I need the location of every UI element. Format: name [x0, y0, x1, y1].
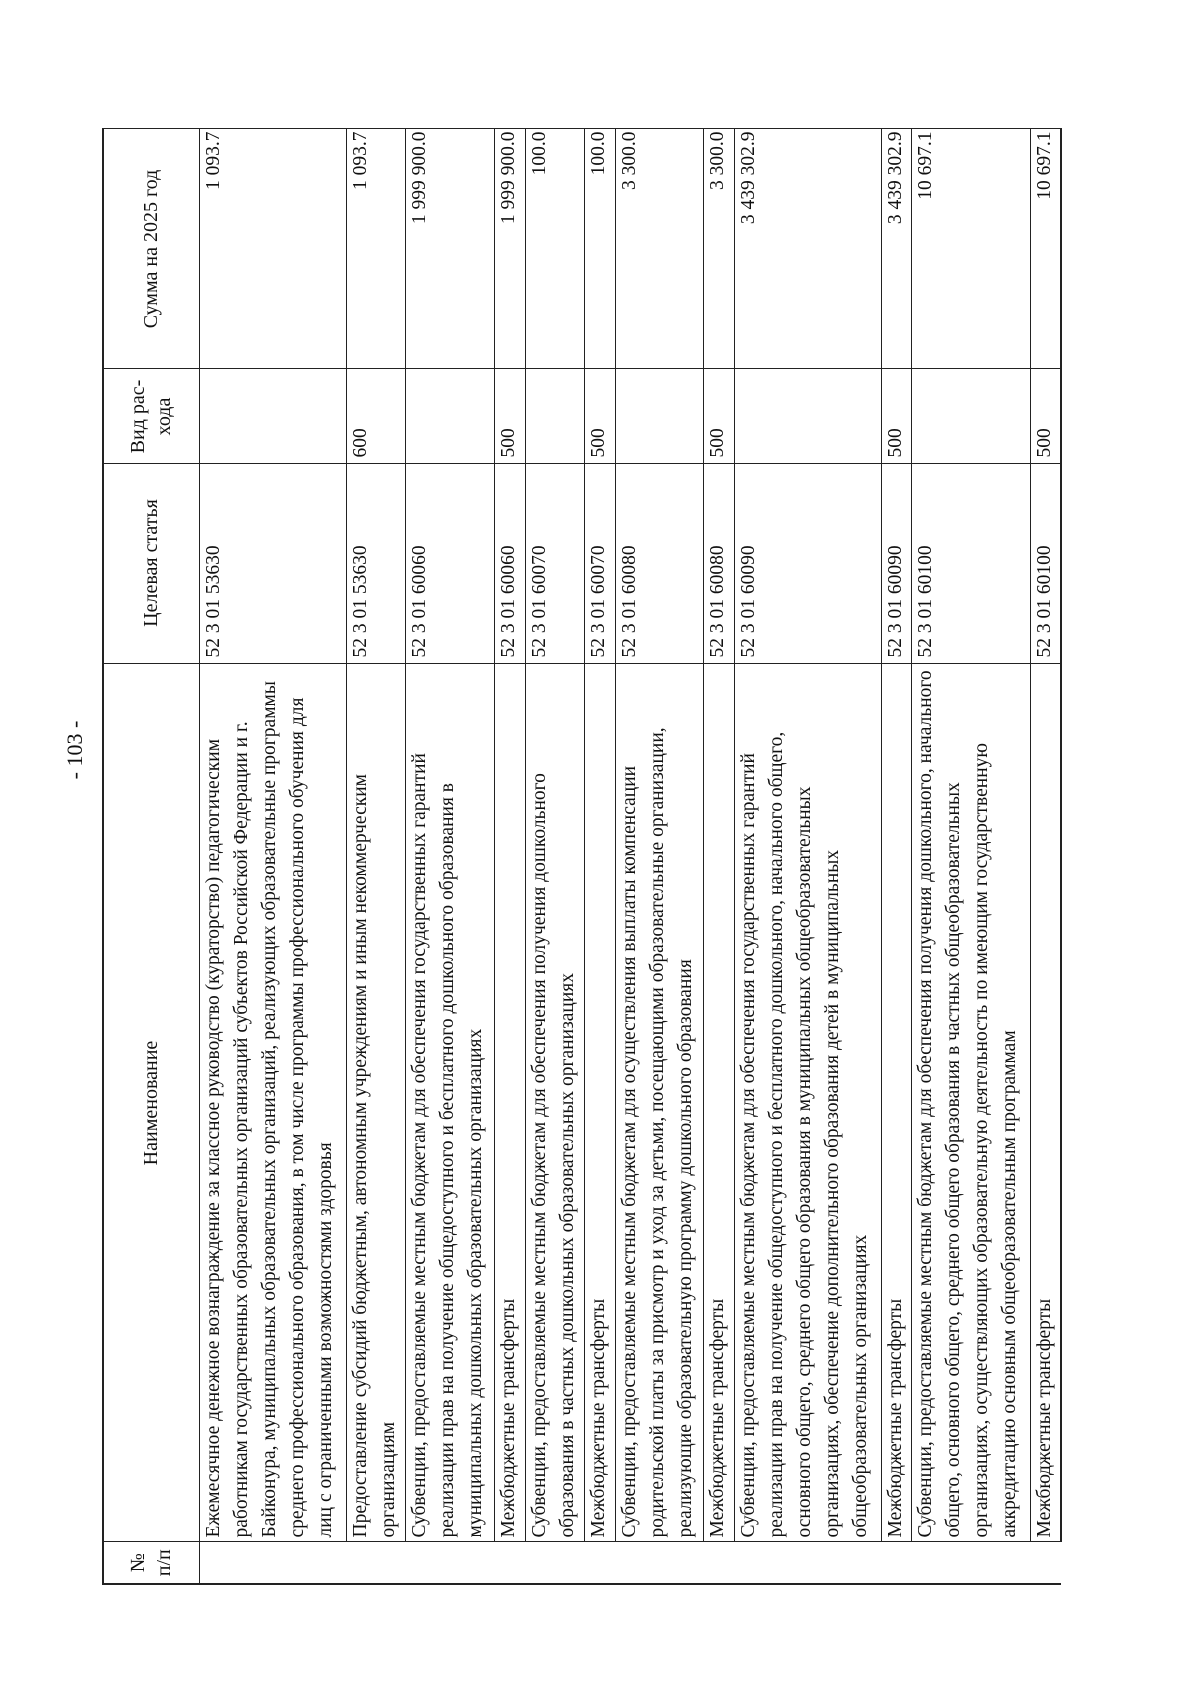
- page-number: - 103 -: [62, 720, 87, 780]
- row-target-article-cell: 52 3 01 53630: [346, 464, 406, 664]
- table-row: [1030, 129, 1061, 1584]
- row-expense-type-cell: [525, 369, 585, 464]
- rotated-table-container: [102, 130, 1062, 1585]
- row-name-cell: Межбюджетные трансферты: [585, 664, 615, 1542]
- row-sum-cell: 100.0: [585, 129, 615, 369]
- row-expense-type-cell: 500: [882, 369, 912, 464]
- row-target-article-cell: 52 3 01 60100: [912, 464, 1030, 664]
- row-number-cell: [495, 1542, 525, 1584]
- row-sum-cell: 1 999 900.0: [406, 129, 495, 369]
- row-number-cell: [704, 1542, 734, 1584]
- table-row: [199, 129, 346, 1584]
- row-sum-cell: 100.0: [525, 129, 585, 369]
- row-expense-type-cell: [406, 369, 495, 464]
- row-name-cell: Межбюджетные трансферты: [704, 664, 734, 1542]
- row-target-article-cell: 52 3 01 60100: [1030, 464, 1061, 664]
- row-name-cell: Предоставление субсидий бюджетным, автономным учреждениям и иным некоммерческим организациям: [346, 664, 406, 1542]
- row-name-cell: Ежемесячное денежное вознаграждение за классное руководство (кураторство) педагогическим работникам государственных образовательных организаций субъектов Российской Федерации и г. Байконура, муниципальных образовательных организаций, реализующих образовательные программы среднего профессионального образования, в том числе программы профессионального обучения для лиц с ограниченными возможностями здоровья: [199, 664, 346, 1542]
- row-name-cell: Субвенции, предоставляемые местным бюджетам для обеспечения получения дошкольного образования в частных дошкольных образовательных организациях: [525, 664, 585, 1542]
- row-target-article-cell: 52 3 01 53630: [199, 464, 346, 664]
- row-name-cell: Субвенции, предоставляемые местным бюджетам для обеспечения государственных гарантий реализации прав на получение общедоступного и бесплатного дошкольного образования в муниципальных дошкольных образовательных организациях: [406, 664, 495, 1542]
- row-expense-type-cell: 500: [704, 369, 734, 464]
- row-sum-cell: 3 439 302.9: [734, 129, 881, 369]
- budget-table: [102, 129, 1062, 1586]
- row-sum-cell: 3 300.0: [704, 129, 734, 369]
- row-number-cell: [199, 1542, 346, 1584]
- row-name-cell: Межбюджетные трансферты: [1030, 664, 1061, 1542]
- row-name-cell: Субвенции, предоставляемые местным бюджетам для осуществления выплаты компенсации родительской платы за присмотр и уход за детьми, посещающими образовательные организации, реализующие образовательную программу дошкольного образования: [615, 664, 704, 1542]
- header-expense-type: Вид рас-хода: [103, 369, 199, 464]
- table-row: [882, 129, 912, 1584]
- row-number-cell: [882, 1542, 912, 1584]
- row-name-cell: Субвенции, предоставляемые местным бюджетам для обеспечения получения дошкольного, начального общего, основного общего, среднего общего образования в частных общеобразовательных организациях, осуществляющих образовательную деятельность по имеющим государственную аккредитацию основным общеобразовательным программам: [912, 664, 1030, 1542]
- row-expense-type-cell: [615, 369, 704, 464]
- row-number-cell: [615, 1542, 704, 1584]
- table-row: [704, 129, 734, 1584]
- row-sum-cell: 10 697.1: [1030, 129, 1061, 369]
- row-target-article-cell: 52 3 01 60070: [525, 464, 585, 664]
- row-name-cell: Субвенции, предоставляемые местным бюджетам для обеспечения государственных гарантий реализации прав на получение общедоступного и бесплатного дошкольного, начального общего, основного общего, среднего общего образования в муниципальных общеобразовательных организациях, обеспечение дополнительного образования детей в муниципальных общеобразовательных организациях: [734, 664, 881, 1542]
- row-target-article-cell: 52 3 01 60060: [406, 464, 495, 664]
- table-header-row: [103, 129, 199, 1584]
- table-row: [525, 129, 585, 1584]
- row-target-article-cell: 52 3 01 60070: [585, 464, 615, 664]
- row-number-cell: [734, 1542, 881, 1584]
- header-number: № п/п: [103, 1542, 199, 1584]
- row-sum-cell: 3 439 302.9: [882, 129, 912, 369]
- row-number-cell: [406, 1542, 495, 1584]
- table-row: [495, 129, 525, 1584]
- row-expense-type-cell: 600: [346, 369, 406, 464]
- table-row: [346, 129, 406, 1584]
- row-number-cell: [912, 1542, 1030, 1584]
- row-number-cell: [1030, 1542, 1061, 1584]
- row-expense-type-cell: [912, 369, 1030, 464]
- table-row: [406, 129, 495, 1584]
- row-target-article-cell: 52 3 01 60080: [704, 464, 734, 664]
- row-sum-cell: 10 697.1: [912, 129, 1030, 369]
- row-expense-type-cell: [199, 369, 346, 464]
- row-sum-cell: 1 093.7: [199, 129, 346, 369]
- row-target-article-cell: 52 3 01 60090: [734, 464, 881, 664]
- row-target-article-cell: 52 3 01 60080: [615, 464, 704, 664]
- row-expense-type-cell: 500: [1030, 369, 1061, 464]
- row-number-cell: [525, 1542, 585, 1584]
- table-row: [912, 129, 1030, 1584]
- row-sum-cell: 1 093.7: [346, 129, 406, 369]
- row-target-article-cell: 52 3 01 60090: [882, 464, 912, 664]
- row-expense-type-cell: 500: [585, 369, 615, 464]
- row-expense-type-cell: [734, 369, 881, 464]
- header-target-article: Целевая статья: [103, 464, 199, 664]
- header-sum-2025: Сумма на 2025 год: [103, 129, 199, 369]
- row-name-cell: Межбюджетные трансферты: [882, 664, 912, 1542]
- row-sum-cell: 1 999 900.0: [495, 129, 525, 369]
- row-name-cell: Межбюджетные трансферты: [495, 664, 525, 1542]
- table-row: [734, 129, 881, 1584]
- row-expense-type-cell: 500: [495, 369, 525, 464]
- table-row: [585, 129, 615, 1584]
- row-sum-cell: 3 300.0: [615, 129, 704, 369]
- row-number-cell: [346, 1542, 406, 1584]
- row-number-cell: [585, 1542, 615, 1584]
- header-name: Наименование: [103, 664, 199, 1542]
- row-target-article-cell: 52 3 01 60060: [495, 464, 525, 664]
- table-row: [615, 129, 704, 1584]
